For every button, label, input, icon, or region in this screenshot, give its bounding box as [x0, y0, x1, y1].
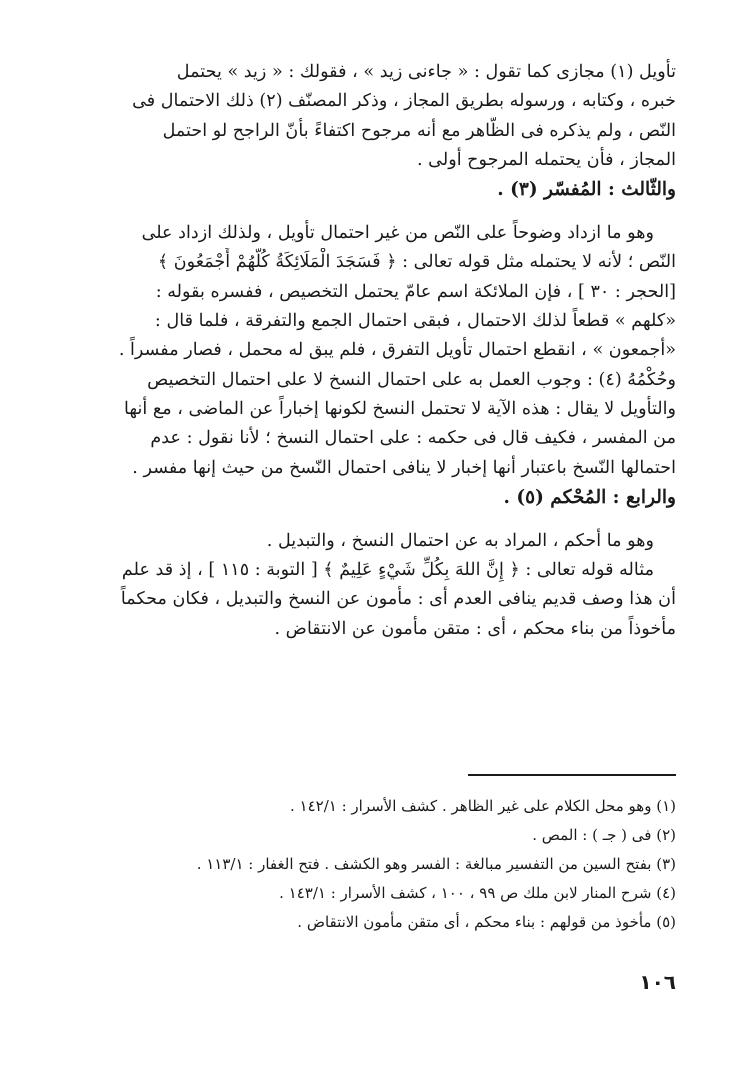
text-line: النّص ، ولم يذكره فى الظّاهر مع أنه مرجوح اكتفاءً بأنّ الراجح لو احتمل	[162, 120, 676, 141]
text-line: احتمالها النّسخ باعتبار أنها إخبار لا ينافى احتمال النّسخ من حيث إنها مفسر .	[132, 457, 676, 478]
text-line: تأويل (١) مجازى كما تقول : « جاءنى زيد » ، فقولك : « زيد » يحتمل	[176, 62, 676, 82]
text-line: أن هذا وصف قديم ينافى العدم أى : مأمون عن النسخ والتبديل ، فكان محكماً	[120, 589, 676, 610]
text-line: النّص ؛ لأنه لا يحتمله مثل قوله تعالى : ﴿ فَسَجَدَ الْمَلَائِكَةُ كُلُّهُمْ أَجْمَعُونَ ﴾	[157, 252, 676, 273]
footnote-divider	[468, 774, 676, 776]
text-line-ruling: وحُكْمُهُ (٤) : وجوب العمل به على احتمال النسخ لا على احتمال التخصيص	[147, 369, 676, 390]
text-line: مأخوذاً من بناء محكم ، أى : متقن مأمون عن الانتقاض .	[274, 618, 676, 639]
text-line: «كلهم » قطعاً لذلك الاحتمال ، فبقى احتمال الجمع والتفرقة ، فلما قال :	[154, 311, 676, 332]
main-text	[62, 58, 676, 644]
text-line: والتأويل لا يقال : هذه الآية لا تحتمل النسخ لكونها إخباراً عن الماضى ، مع أنها	[124, 398, 676, 419]
text-line: مثاله قوله تعالى : ﴿ إِنَّ اللهَ بِكُلِّ شَيْءٍ عَلِيمٌ ﴾ [ التوبة : ١١٥ ] ، إذ قد علم	[121, 560, 654, 581]
text-line: وهو ما أحكم ، المراد به عن احتمال النسخ ، والتبديل .	[266, 530, 654, 551]
text-line: [الحجر : ٣٠ ] ، فإن الملائكة اسم عامّ يحتمل التخصيص ، ففسره بقوله :	[155, 281, 676, 302]
text-line: خبره ، وكتابه ، ورسوله بطريق المجاز ، وذكر المصنّف (٢) ذلك الاحتمال فى	[132, 91, 676, 112]
text-line: من المفسر ، فكيف قال فى حكمه : على احتمال النسخ ؛ لأنا نقول : عدم	[150, 428, 676, 449]
section-heading-third: والثّالث : المُفسّر (٣) .	[497, 179, 676, 201]
section-heading-fourth: والرابع : المُحْكم (٥) .	[503, 486, 676, 508]
page-number: ١٠٦	[639, 970, 676, 994]
footnotes	[62, 792, 676, 937]
footnote: (١) وهو محل الكلام على غير الظاهر . كشف الأسرار : ١٤٢/١ .	[289, 797, 676, 815]
text-line: «أجمعون » ، انقطع احتمال تأويل التفرق ، فلم يبق له محمل ، فصار مفسراً .	[118, 340, 676, 361]
book-page	[62, 58, 676, 1048]
footnote: (٥) مأخوذ من قولهم : بناء محكم ، أى متقن مأمون الانتقاض .	[297, 913, 676, 931]
footnote: (٢) فى ( جـ ) : المص .	[532, 826, 676, 844]
spacer	[62, 205, 676, 219]
text-line: المجاز ، فأن يحتمله المرجوح أولى .	[416, 149, 676, 170]
spacer	[62, 513, 676, 527]
text-line: وهو ما ازداد وضوحاً على النّص من غير احتمال تأويل ، ولذلك ازداد على	[141, 223, 654, 244]
footnote: (٤) شرح المنار لابن ملك ص ٩٩ ، ١٠٠ ، كشف الأسرار : ١٤٣/١ .	[279, 884, 676, 902]
footnote: (٣) بفتح السين من التفسير مبالغة : الفسر وهو الكشف . فتح الغفار : ١١٣/١ .	[196, 855, 676, 873]
